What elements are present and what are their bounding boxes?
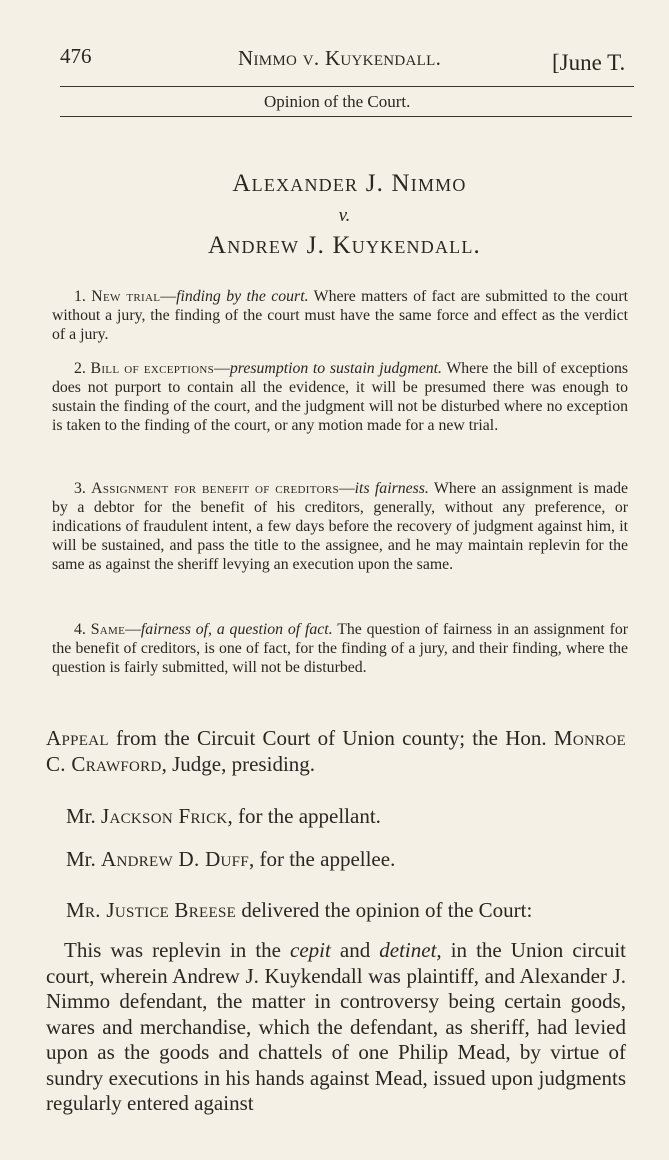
section-label: Opinion of the Court. [264,92,411,111]
justice-name: Breese [174,898,237,922]
plaintiff-name: Alexander J. Nimmo [232,170,467,197]
appeal-lead: Appeal [46,726,109,750]
counsel-appellee [66,846,646,872]
appeal-paragraph [46,725,626,777]
counsel-role: , for the appellant. [227,804,381,828]
headnote-number: 1. [74,288,86,305]
headnote-number: 2. [74,360,86,377]
opinion-intro-text: delivered the opinion of the Court: [241,898,533,922]
headnote-topic: Assignment for benefit of creditors [91,480,339,497]
term-label: [June T. [552,50,626,75]
headnote-topic: Same [90,621,126,638]
headnote-text: The question of fairness in an assignment for the benefit of creditors, is one of fact, for the finding of a jury, and their finding, where the question is fairly submitted, will not be disturbed. [52,621,628,676]
opinion-text-start: This was replevin in the [64,938,281,962]
headnote-number: 4. [74,621,86,638]
defendant-name: Andrew J. Kuykendall. [207,232,481,259]
counsel-appellant [66,803,646,829]
headnote-subtopic: presumption to sustain judgment. [229,360,442,377]
headnote-number: 3. [74,480,86,497]
latin-term-detinet: detinet, [379,938,442,962]
counsel-prefix: Mr. [66,804,96,828]
justice-prefix: Mr. Justice [66,898,170,922]
headnote-topic: New trial [91,288,161,305]
opinion-intro [66,897,646,923]
headnote-text: Where an assignment is made by a debtor for the benefit of his creditors, generally, without any preference, or indications of fraudulent intent, a few days before the recovery of judgment against him, it will be sustained, and pass the title to the assignee, and he may maintain replevin for the same as against the sheriff levying an execution upon the same. [52,480,628,573]
headnote: 4. Same—fairness of, a question of fact. The question of fairness in an assignment for the benefit of creditors, is one of fact, for the finding of a jury, and their finding, where the question is fairly submitted, will not be disturbed. [52,621,628,676]
opinion-paragraph [46,938,626,1117]
opinion-text-and: and [339,938,371,962]
counsel-prefix: Mr. [66,847,96,871]
latin-term-cepit: cepit [290,938,331,962]
running-title: Nimmo v. Kuykendall. [238,46,442,70]
headnote-subtopic: finding by the court. [176,288,309,305]
headnote-subtopic: fairness of, a question of fact. [140,621,333,638]
headnote: 3. Assignment for benefit of creditors—its fairness. Where an assignment is made by a debtor for the benefit of his creditors, generally, without any preference, or indications of fraudulent intent, a few days before the recovery of judgment against him, it will be sustained, and pass the title to the assignee, and he may maintain replevin for the same as against the sheriff levying an execution upon the same. [52,480,628,573]
header-rule [60,116,632,117]
headnote: 2. Bill of exceptions—presumption to sustain judgment. Where the bill of exceptions does not purport to contain all the evidence, it will be presumed there was enough to sustain the finding of the court, and the judgment will not be disturbed where no exception is taken to the finding of the court, or any motion made for a new trial. [52,360,629,434]
header-rule [60,86,634,87]
judge-name: Monroe C. Crawford [46,726,626,776]
opinion-text-body: in the Union circuit court, wherein Andrew J. Kuykendall was plaintiff, and Alexander J. Nimmo defendant, the matter in controversy being certain goods, wares and merchandise, which the defendant, as sheriff, had levied upon as the goods and chattels of one Philip Mead, by virtue of sundry executions in his hands against Mead, issued upon judgments regularly entered against [46,938,626,1115]
appeal-text: from the Circuit Court of Union county; the Hon. [116,726,547,750]
page-number: 476 [60,44,92,68]
counsel-role: , for the appellee. [248,847,396,871]
judge-suffix: , Judge, presiding. [161,752,316,776]
headnote-text: Where matters of fact are submitted to the court without a jury, the finding of the court must have the same force and effect as the verdict of a jury. [52,288,628,343]
counsel-name: Jackson Frick [101,804,228,828]
headnote-text: Where the bill of exceptions does not purport to contain all the evidence, it will be presumed there was enough to sustain the finding of the court, and the judgment will not be disturbed where no exception is taken to the finding of the court, or any motion made for a new trial. [52,360,629,434]
headnote-topic: Bill of exceptions [90,360,215,377]
counsel-name: Andrew D. Duff [101,847,249,871]
headnote-subtopic: its fairness. [354,480,429,497]
versus-label: v. [338,205,351,226]
headnote: 1. New trial—finding by the court. Where matters of fact are submitted to the court without a jury, the finding of the court must have the same force and effect as the verdict of a jury. [52,288,628,343]
